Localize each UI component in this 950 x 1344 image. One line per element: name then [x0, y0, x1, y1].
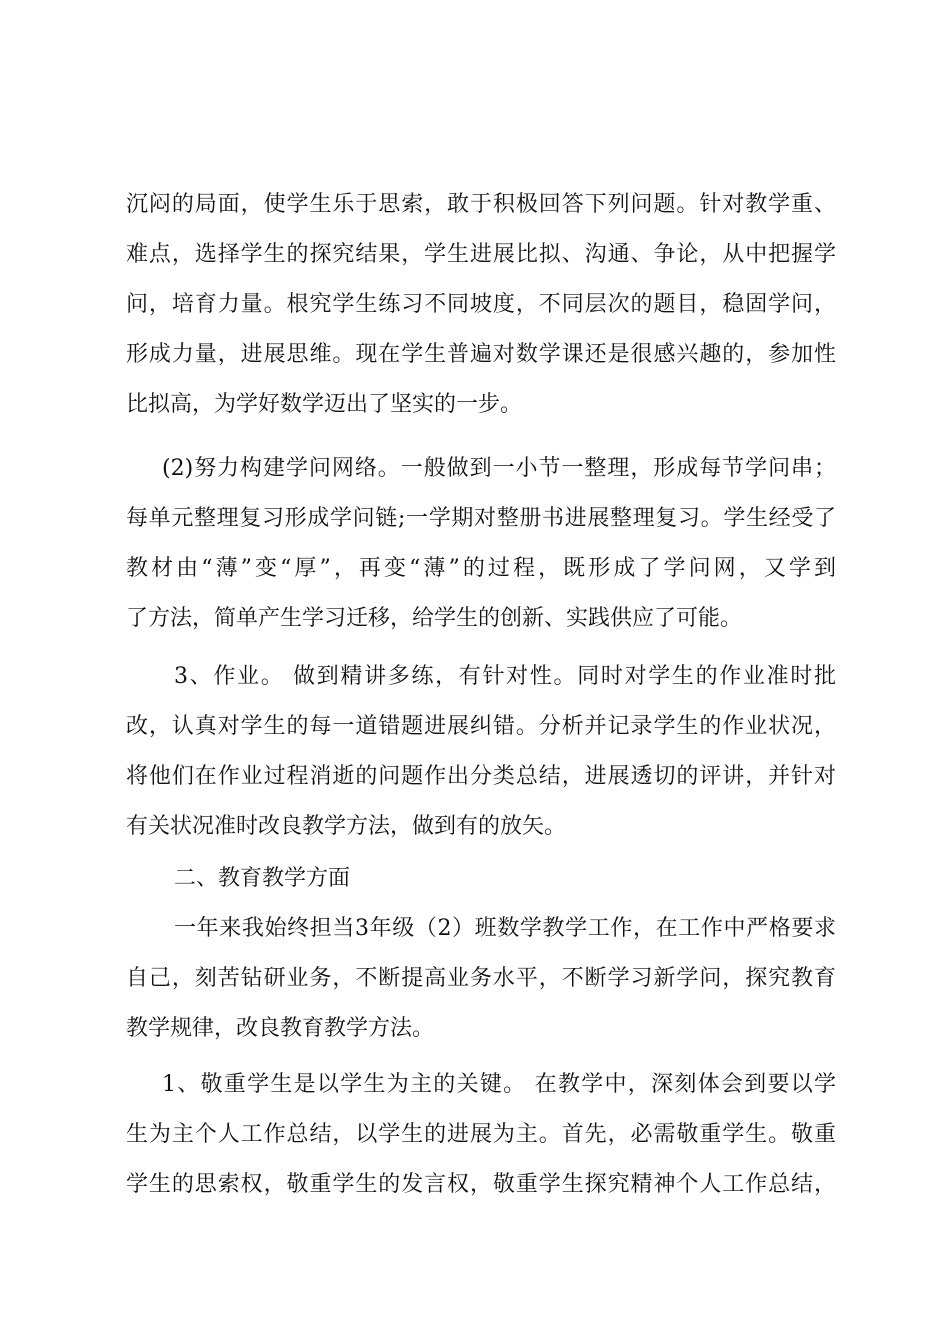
text-line-7: 每单元整理复习形成学问链;一学期对整册书进展整理复习。学生经受了	[126, 506, 836, 531]
text-line-2: 难点，选择学生的探究结果，学生进展比拟、沟通、争论，从中把握学	[126, 242, 836, 267]
text-line-9: 了方法，简单产生学习迁移，给学生的创新、实践供应了可能。	[126, 606, 743, 631]
text-line-10: 3、作业。 做到精讲多练，有针对性。同时对学生的作业准时批	[174, 664, 836, 689]
text-line-12: 将他们在作业过程消逝的问题作出分类总结，进展透切的评讲，并针对	[126, 764, 836, 789]
text-line-6: (2)努力构建学问网络。一般做到一小节一整理，形成每节学问串；	[162, 456, 836, 481]
text-line-18: 1、敬重学生是以学生为主的关键。 在教学中，深刻体会到要以学	[162, 1072, 836, 1097]
text-line-3: 问，培育力量。根究学生练习不同坡度，不同层次的题目，稳固学问，	[126, 292, 836, 317]
text-line-17: 教学规律，改良教育教学方法。	[126, 1016, 435, 1041]
text-line-5: 比拟高，为学好数学迈出了坚实的一步。	[126, 392, 523, 417]
text-line-16: 自己，刻苦钻研业务，不断提高业务水平，不断学习新学问，探究教育	[126, 966, 836, 991]
text-line-20: 学生的思索权，敬重学生的发言权，敬重学生探究精神个人工作总结，	[126, 1172, 836, 1197]
text-line-15: 一年来我始终担当3年级（2）班数学教学工作，在工作中严格要求	[174, 916, 836, 941]
text-line-19: 生为主个人工作总结，以学生的进展为主。首先，必需敬重学生。敬重	[126, 1122, 836, 1147]
text-line-8: 教材由“薄”变“厚”，再变“薄”的过程，既形成了学问网，又学到	[126, 556, 836, 581]
text-line-11: 改，认真对学生的每一道错题进展纠错。分析并记录学生的作业状况，	[126, 714, 836, 739]
text-line-13: 有关状况准时改良教学方法，做到有的放矢。	[126, 814, 567, 839]
section-heading: 二、教育教学方面	[174, 866, 351, 891]
text-line-4: 形成力量，进展思维。现在学生普遍对数学课还是很感兴趣的，参加性	[126, 342, 836, 367]
text-line-1: 沉闷的局面，使学生乐于思索，敢于积极回答下列问题。针对教学重、	[126, 192, 836, 217]
